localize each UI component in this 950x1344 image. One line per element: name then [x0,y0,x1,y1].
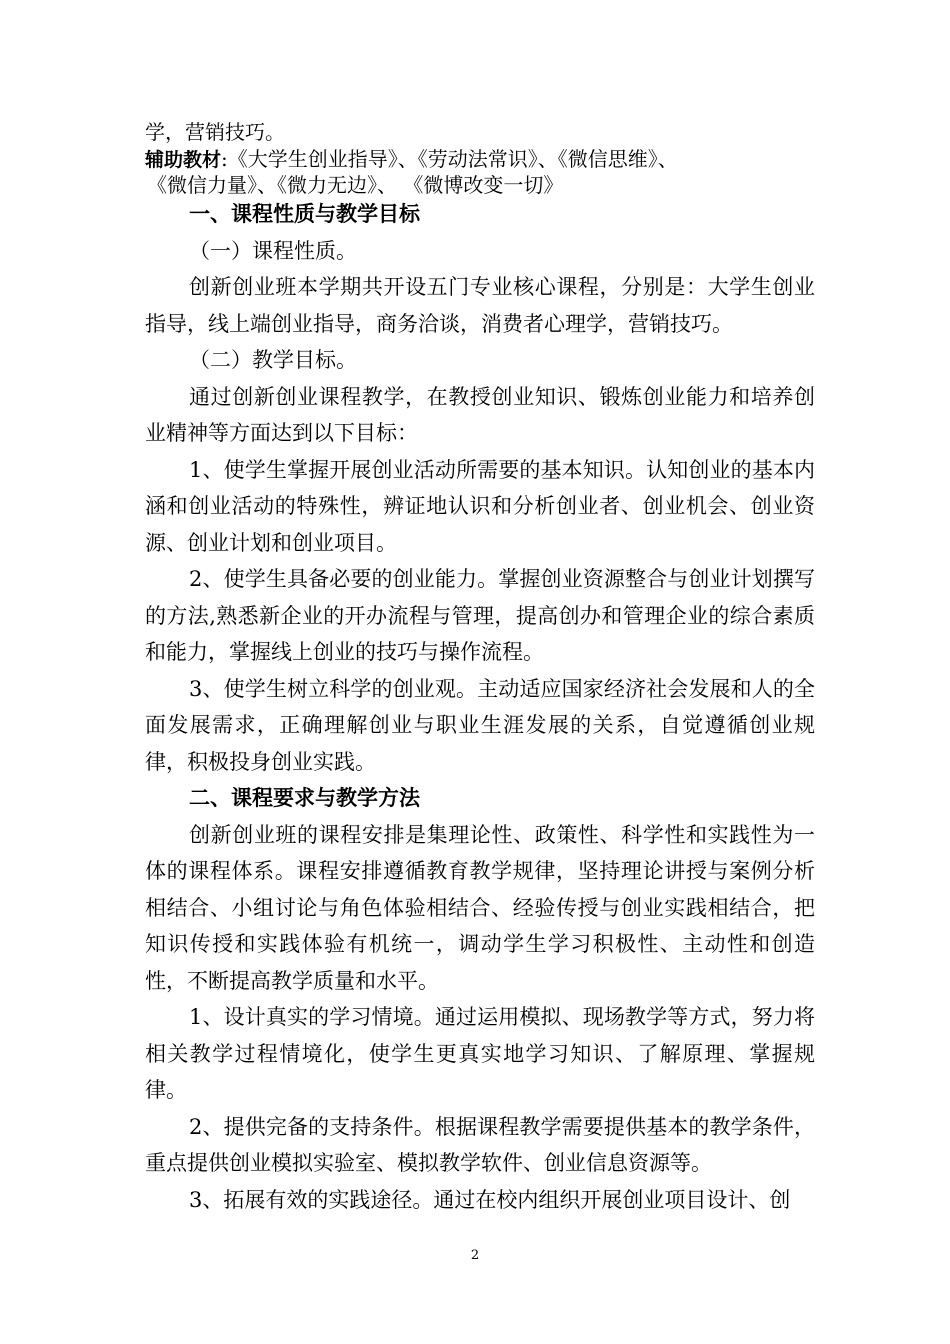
paragraph-course-nature: 创新创业班本学期共开设五门专业核心课程，分别是：大学生创业指导，线上端创业指导，商务洽谈，消费者心理学，营销技巧。 [145,275,815,336]
method-item-3: 3、拓展有效的实践途径。通过在校内组织开展创业项目设计、创 [189,1187,791,1212]
section-heading-requirements: 二、课程要求与教学方法 [189,786,420,810]
auxiliary-materials-line [145,146,825,172]
intro-continuation: 学，营销技巧。 [145,120,285,144]
paragraph-requirements: 创新创业班的课程安排是集理论性、政策性、科学性和实践性为一体的课程体系。课程安排遵循教育教学规律，坚持理论讲授与案例分析相结合、小组讨论与角色体验相结合、经验传授与创业实践相结合，把知识传授和实践体验有机统一，调动学生学习积极性、主动性和创造性，不断提高教学质量和水平。 [145,822,815,993]
subheading-course-nature: （一）课程性质。 [189,238,357,263]
auxiliary-materials-label: 辅助教材 [145,149,222,171]
intro-block [145,118,825,198]
goal-item-2: 2、使学生具备必要的创业能力。掌握创业资源整合与创业计划撰写的方法,熟悉新企业的开办流程与管理，提高创办和管理企业的综合素质和能力，掌握线上创业的技巧与操作流程。 [145,567,815,664]
subheading-teaching-goals: （二）教学目标。 [189,348,357,372]
page-number: 2 [470,1248,480,1263]
paragraph-teaching-goals: 通过创新创业课程教学，在教授创业知识、锻炼创业能力和培养创业精神等方面达到以下目标： [145,384,815,445]
method-item-1: 1、设计真实的学习情境。通过运用模拟、现场教学等方式，努力将相关教学过程情境化，使学生更真实地学习知识、了解原理、掌握规律。 [145,1005,815,1102]
auxiliary-materials-list-continued: 《微信力量》、《微力无边》、 《微博改变一切》 [147,173,564,197]
method-item-2: 2、提供完备的支持条件。根据课程教学需要提供基本的教学条件，重点提供创业模拟实验室、模拟教学软件、创业信息资源等。 [145,1114,815,1175]
goal-item-1: 1、使学生掌握开展创业活动所需要的基本知识。认知创业的基本内涵和创业活动的特殊性，辨证地认识和分析创业者、创业机会、创业资源、创业计划和创业项目。 [145,457,815,555]
section-heading-course-nature: 一、课程性质与教学目标 [189,202,420,226]
goal-item-3: 3、使学生树立科学的创业观。主动适应国家经济社会发展和人的全面发展需求，正确理解创业与职业生涯发展的关系，自觉遵循创业规律，积极投身创业实践。 [145,676,815,774]
auxiliary-materials-list: :《大学生创业指导》、《劳动法常识》、《微信思维》、 [221,147,678,171]
document-body [145,196,815,1218]
